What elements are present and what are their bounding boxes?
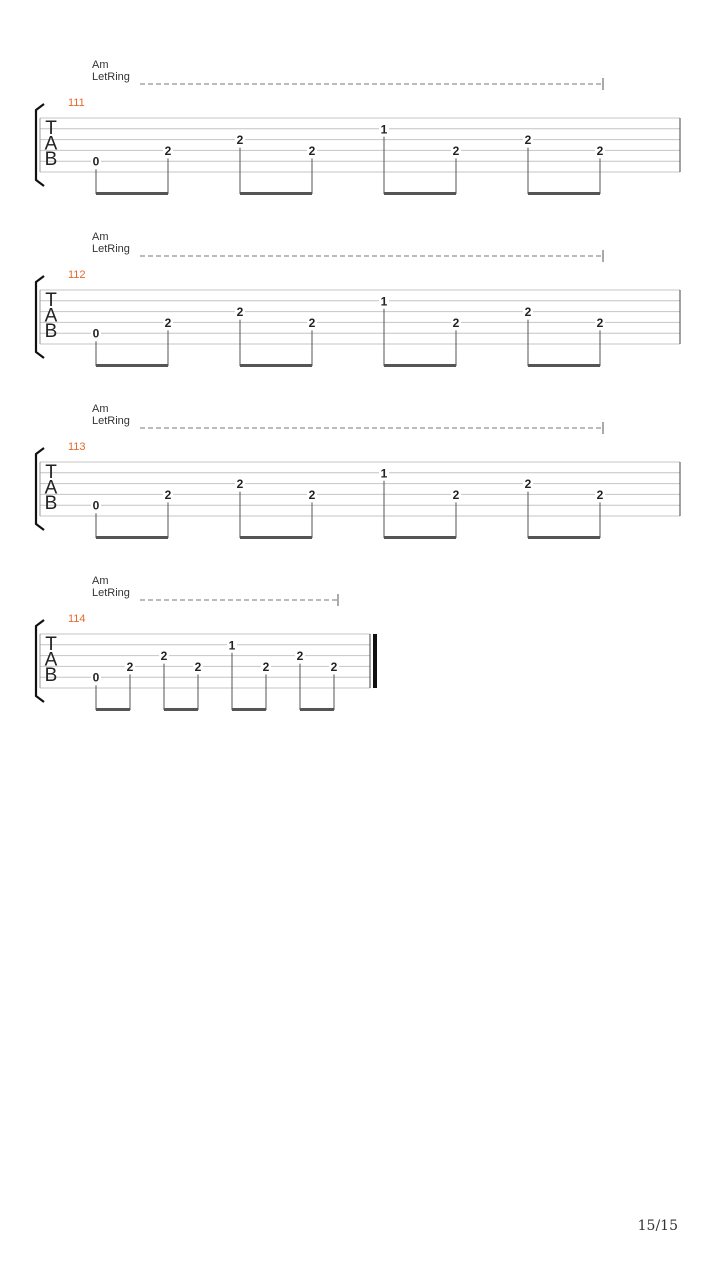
fret-number: 2 bbox=[330, 659, 338, 674]
measure-number: 111 bbox=[68, 97, 85, 109]
fret-number: 1 bbox=[380, 122, 388, 137]
chord-name: Am bbox=[92, 231, 109, 243]
fret-number: 1 bbox=[228, 638, 236, 653]
tab-letter: B bbox=[44, 321, 58, 342]
fret-number: 2 bbox=[524, 305, 532, 320]
measure-number: 112 bbox=[68, 269, 86, 281]
beam bbox=[384, 364, 456, 367]
fret-number: 2 bbox=[596, 315, 604, 330]
final-barline-thick bbox=[373, 634, 377, 688]
fret-number: 2 bbox=[452, 143, 460, 158]
fret-number: 0 bbox=[92, 326, 100, 341]
fret-number: 2 bbox=[452, 487, 460, 502]
fret-number: 0 bbox=[92, 670, 100, 685]
fret-number: 0 bbox=[92, 154, 100, 169]
tab-letter: T bbox=[45, 462, 57, 483]
fret-number: 2 bbox=[308, 487, 316, 502]
fret-number: 2 bbox=[262, 659, 270, 674]
fret-number: 2 bbox=[194, 659, 202, 674]
fret-number: 2 bbox=[596, 487, 604, 502]
beam bbox=[96, 708, 130, 711]
tab-letter: A bbox=[44, 305, 58, 327]
beam bbox=[232, 708, 266, 711]
beam bbox=[240, 192, 312, 195]
fret-number: 2 bbox=[308, 143, 316, 158]
tab-system bbox=[36, 59, 680, 195]
measure-number: 114 bbox=[68, 613, 86, 625]
beam bbox=[240, 364, 312, 367]
tab-system bbox=[36, 575, 377, 711]
tab-letter: B bbox=[44, 149, 58, 170]
measure-number: 113 bbox=[68, 441, 86, 453]
tab-letter: B bbox=[44, 665, 58, 686]
fret-number: 2 bbox=[296, 649, 304, 664]
tab-system bbox=[36, 231, 680, 367]
fret-number: 2 bbox=[308, 315, 316, 330]
fret-number: 2 bbox=[236, 477, 244, 492]
fret-number: 2 bbox=[524, 133, 532, 148]
tab-letter: T bbox=[45, 634, 57, 655]
beam bbox=[96, 192, 168, 195]
tab-letter: A bbox=[44, 133, 58, 155]
fret-number: 2 bbox=[524, 477, 532, 492]
beam bbox=[96, 364, 168, 367]
beam bbox=[240, 536, 312, 539]
tab-letter: B bbox=[44, 493, 58, 514]
beam bbox=[528, 364, 600, 367]
beam bbox=[300, 708, 334, 711]
let-ring-label: LetRing bbox=[92, 587, 130, 599]
beam bbox=[164, 708, 198, 711]
tab-letter: A bbox=[44, 477, 58, 499]
fret-number: 1 bbox=[380, 466, 388, 481]
fret-number: 2 bbox=[164, 315, 172, 330]
beam bbox=[384, 536, 456, 539]
fret-number: 2 bbox=[164, 143, 172, 158]
tab-letter: T bbox=[45, 118, 57, 139]
fret-number: 2 bbox=[452, 315, 460, 330]
chord-name: Am bbox=[92, 575, 109, 587]
chord-name: Am bbox=[92, 403, 109, 415]
fret-number: 2 bbox=[596, 143, 604, 158]
page-number: 15/15 bbox=[637, 1218, 678, 1234]
fret-number: 0 bbox=[92, 498, 100, 513]
beam bbox=[528, 536, 600, 539]
tab-letter: A bbox=[44, 649, 58, 671]
let-ring-label: LetRing bbox=[92, 71, 130, 83]
fret-number: 2 bbox=[160, 649, 168, 664]
fret-number: 2 bbox=[164, 487, 172, 502]
let-ring-label: LetRing bbox=[92, 243, 130, 255]
fret-number: 2 bbox=[236, 133, 244, 148]
chord-name: Am bbox=[92, 59, 109, 71]
let-ring-label: LetRing bbox=[92, 415, 130, 427]
beam bbox=[528, 192, 600, 195]
fret-number: 2 bbox=[236, 305, 244, 320]
fret-number: 2 bbox=[126, 659, 134, 674]
fret-number: 1 bbox=[380, 294, 388, 309]
tab-system bbox=[36, 403, 680, 539]
beam bbox=[96, 536, 168, 539]
beam bbox=[384, 192, 456, 195]
tab-letter: T bbox=[45, 290, 57, 311]
